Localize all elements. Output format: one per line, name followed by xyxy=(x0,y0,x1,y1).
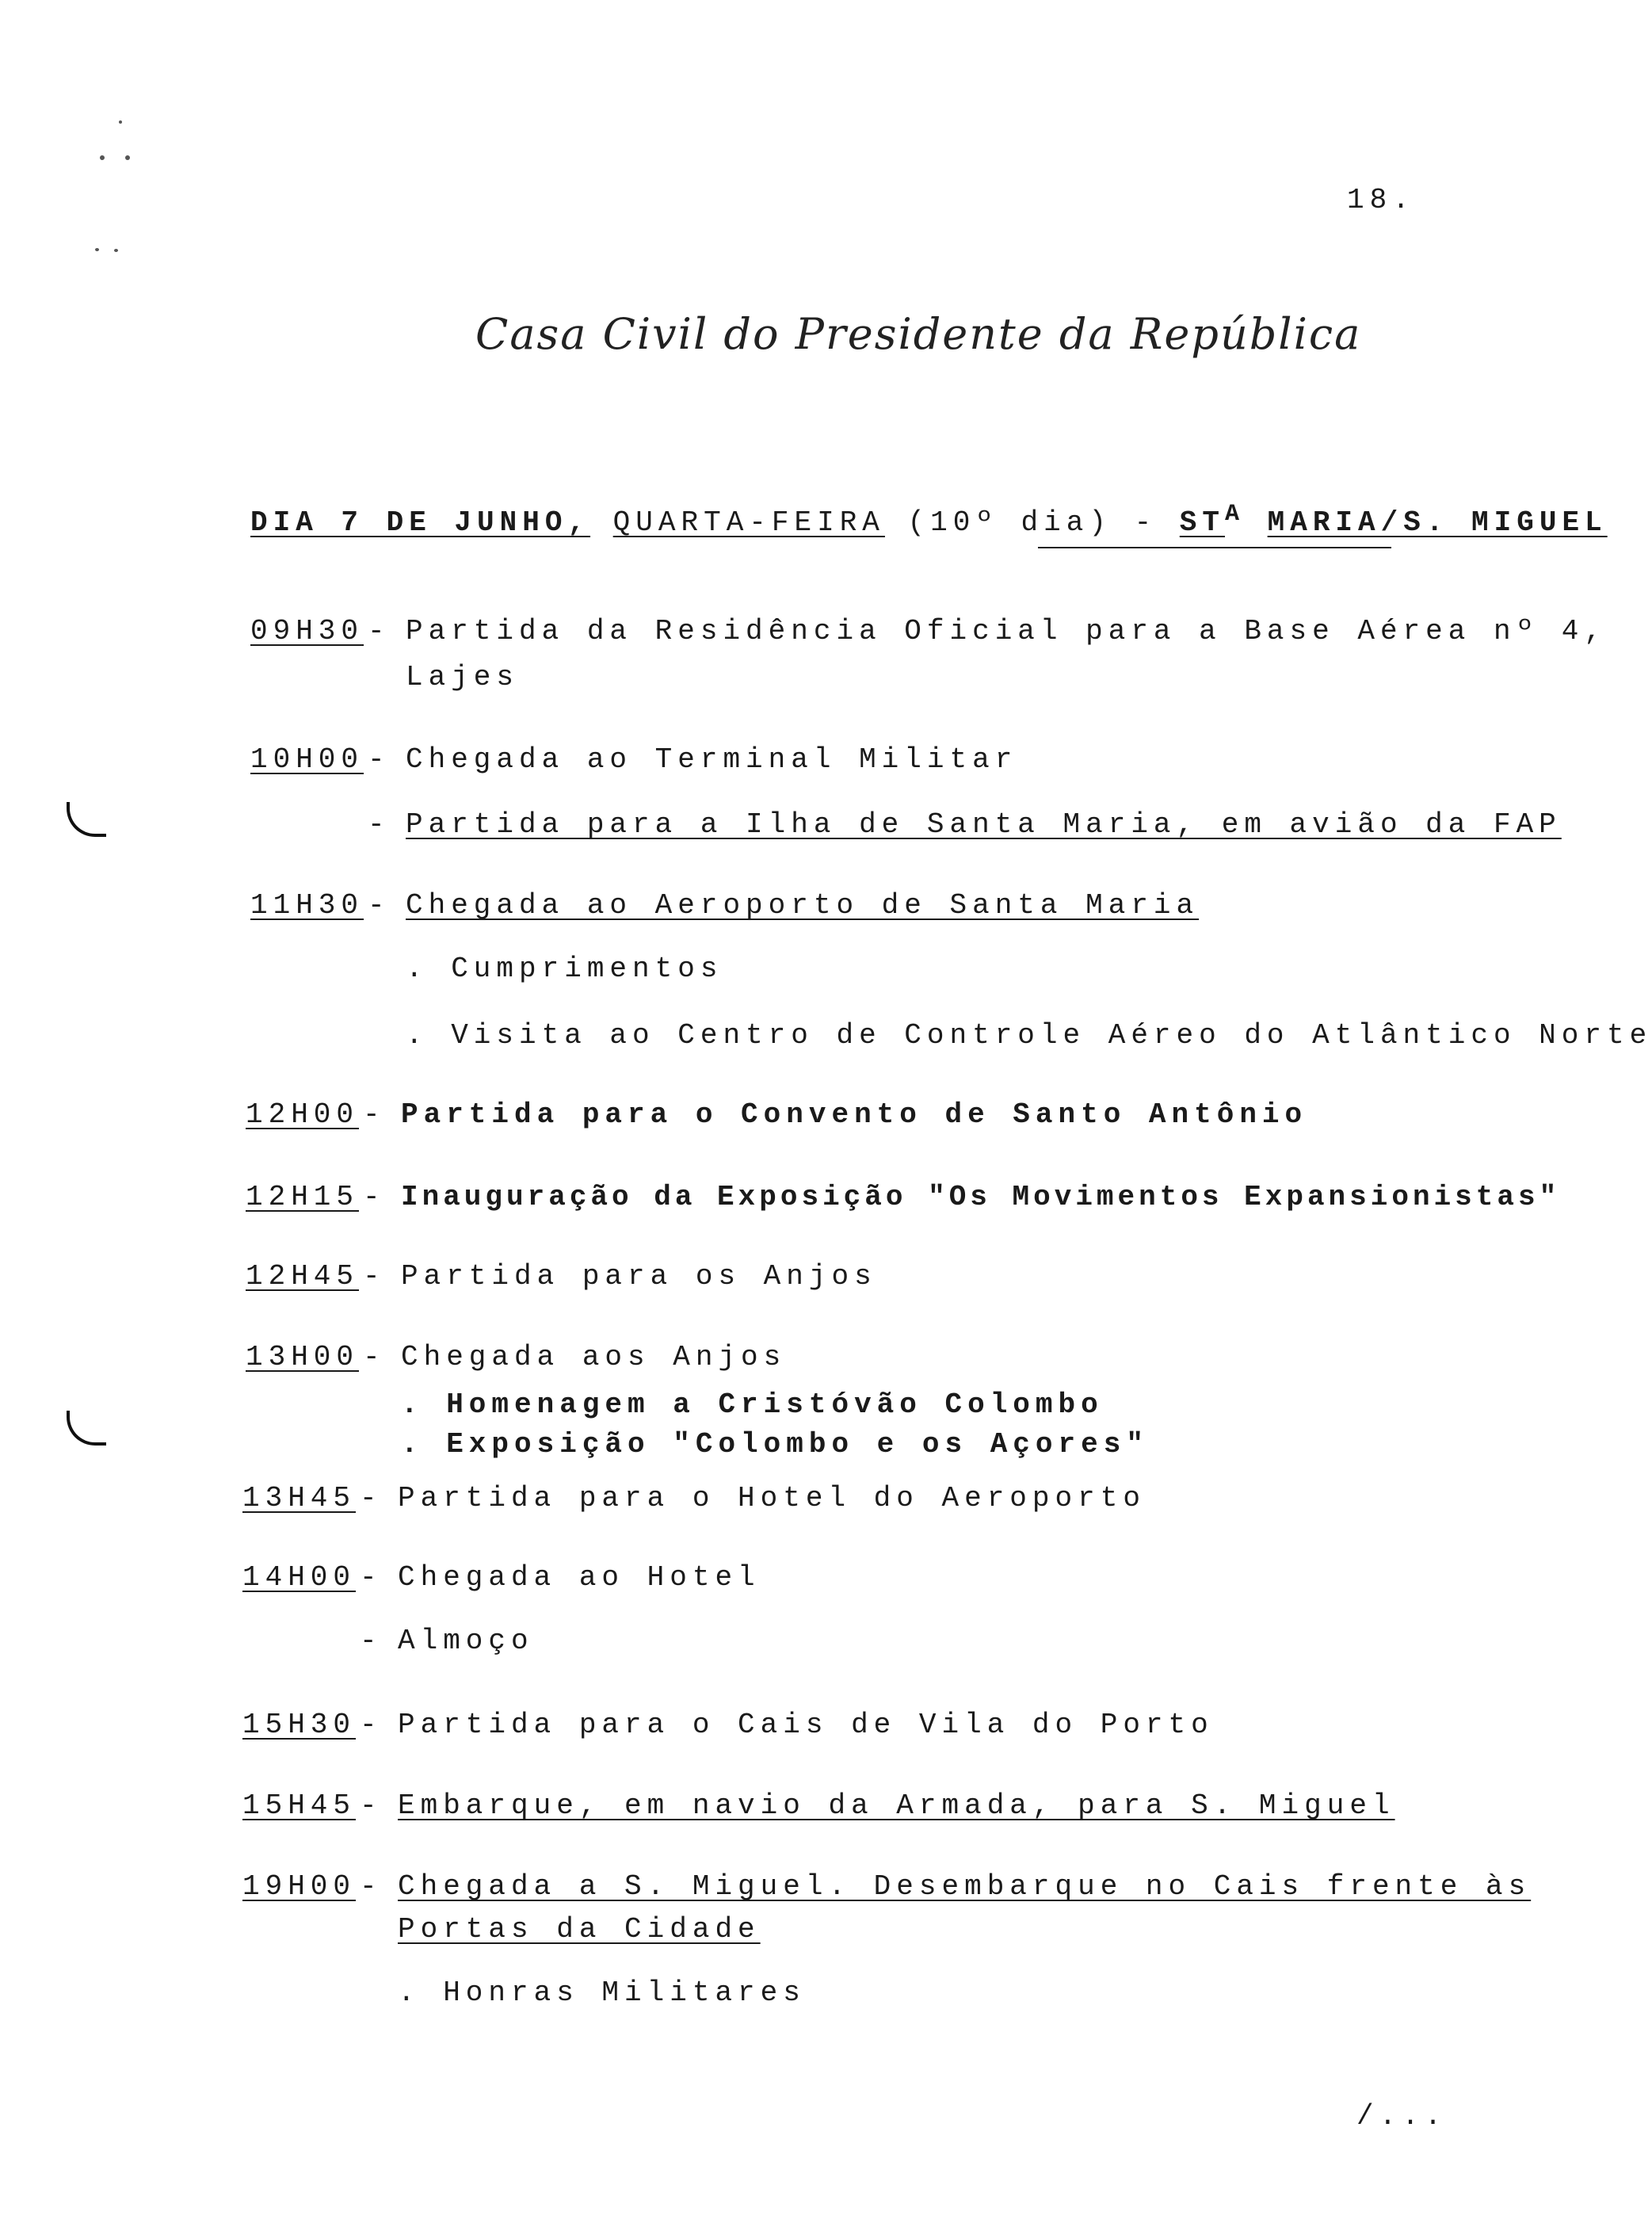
schedule-time: 11H30 xyxy=(250,889,364,922)
schedule-entry-continuation: Portas da Cidade xyxy=(398,1913,761,1946)
schedule-dash: - xyxy=(363,1341,386,1373)
schedule-entry: Partida para o Cais de Vila do Porto xyxy=(398,1709,1214,1741)
schedule-time: 12H15 xyxy=(246,1181,360,1213)
schedule-dash: - xyxy=(360,1709,383,1741)
day-header-date: DIA 7 DE JUNHO, xyxy=(250,506,591,539)
schedule-time: 15H45 xyxy=(242,1789,357,1822)
schedule-time: 10H00 xyxy=(250,743,364,776)
schedule-entry: Partida para a Ilha de Santa Maria, em avião da FAP xyxy=(406,808,1562,841)
schedule-entry: Inauguração da Exposição "Os Movimentos Expansionistas" xyxy=(401,1181,1561,1213)
schedule-dash: - xyxy=(368,889,391,922)
schedule-entry: Chegada ao Aeroporto de Santa Maria xyxy=(406,889,1200,922)
day-header-count: (10º dia) - xyxy=(907,506,1158,539)
schedule-dash: - xyxy=(360,1561,383,1594)
day-header-location-superscript: A xyxy=(1225,501,1246,528)
schedule-time: 13H00 xyxy=(246,1341,360,1373)
schedule-entry: Embarque, em navio da Armada, para S. Miguel xyxy=(398,1789,1395,1822)
letterhead: Casa Civil do Presidente da República xyxy=(475,309,1362,359)
schedule-time: 12H45 xyxy=(246,1260,360,1293)
schedule-time: 19H00 xyxy=(242,1870,357,1903)
margin-speck xyxy=(114,249,118,252)
schedule-dash: - xyxy=(368,615,391,647)
margin-speck xyxy=(119,120,122,124)
schedule-time: 09H30 xyxy=(250,615,364,647)
schedule-entry: Partida para o Hotel do Aeroporto xyxy=(398,1482,1146,1514)
margin-speck xyxy=(95,248,99,251)
schedule-entry: Partida para os Anjos xyxy=(401,1260,877,1293)
schedule-entry: Chegada a S. Miguel. Desembarque no Cais frente às xyxy=(398,1870,1532,1903)
schedule-time: 14H00 xyxy=(242,1561,357,1594)
schedule-entry: Partida para o Convento de Santo Antônio xyxy=(401,1098,1308,1131)
schedule-entry: Chegada ao Terminal Militar xyxy=(406,743,1018,776)
schedule-sub-item: . Cumprimentos xyxy=(406,953,723,985)
schedule-dash: - xyxy=(363,1181,386,1213)
schedule-entry-continuation: Lajes xyxy=(406,661,520,693)
schedule-entry: Almoço xyxy=(398,1625,534,1657)
schedule-sub-item: . Homenagem a Cristóvão Colombo xyxy=(401,1388,1104,1421)
schedule-time: 15H30 xyxy=(242,1709,357,1741)
day-header-weekday: QUARTA-FEIRA xyxy=(612,506,885,539)
schedule-entry: Chegada ao Hotel xyxy=(398,1561,761,1594)
schedule-dash: - xyxy=(363,1260,386,1293)
margin-speck xyxy=(125,155,130,160)
day-header-location-prefix: ST xyxy=(1179,506,1225,539)
schedule-dash: - xyxy=(360,1625,383,1657)
header-double-underline xyxy=(1038,547,1391,548)
schedule-dash: - xyxy=(363,1098,386,1131)
schedule-sub-item: . Visita ao Centro de Controle Aéreo do Atlântico Norte xyxy=(406,1019,1652,1052)
day-header xyxy=(250,501,1608,539)
schedule-dash: - xyxy=(360,1789,383,1822)
continuation-mark: /... xyxy=(1356,2100,1448,2133)
schedule-dash: - xyxy=(368,743,391,776)
binder-hook-mark xyxy=(67,1411,106,1446)
schedule-dash: - xyxy=(368,808,391,841)
day-header-location: MARIA/S. MIGUEL xyxy=(1267,506,1608,539)
schedule-dash: - xyxy=(360,1482,383,1514)
schedule-entry: Partida da Residência Oficial para a Base Aérea nº 4, xyxy=(406,615,1607,647)
margin-speck xyxy=(100,155,105,160)
schedule-entry: Chegada aos Anjos xyxy=(401,1341,787,1373)
schedule-sub-item: . Honras Militares xyxy=(398,1976,806,2009)
schedule-time: 12H00 xyxy=(246,1098,360,1131)
schedule-sub-item: . Exposição "Colombo e os Açores" xyxy=(401,1428,1149,1461)
schedule-time: 13H45 xyxy=(242,1482,357,1514)
page-number: 18. xyxy=(1347,184,1415,216)
schedule-dash: - xyxy=(360,1870,383,1903)
binder-hook-mark xyxy=(67,802,106,837)
